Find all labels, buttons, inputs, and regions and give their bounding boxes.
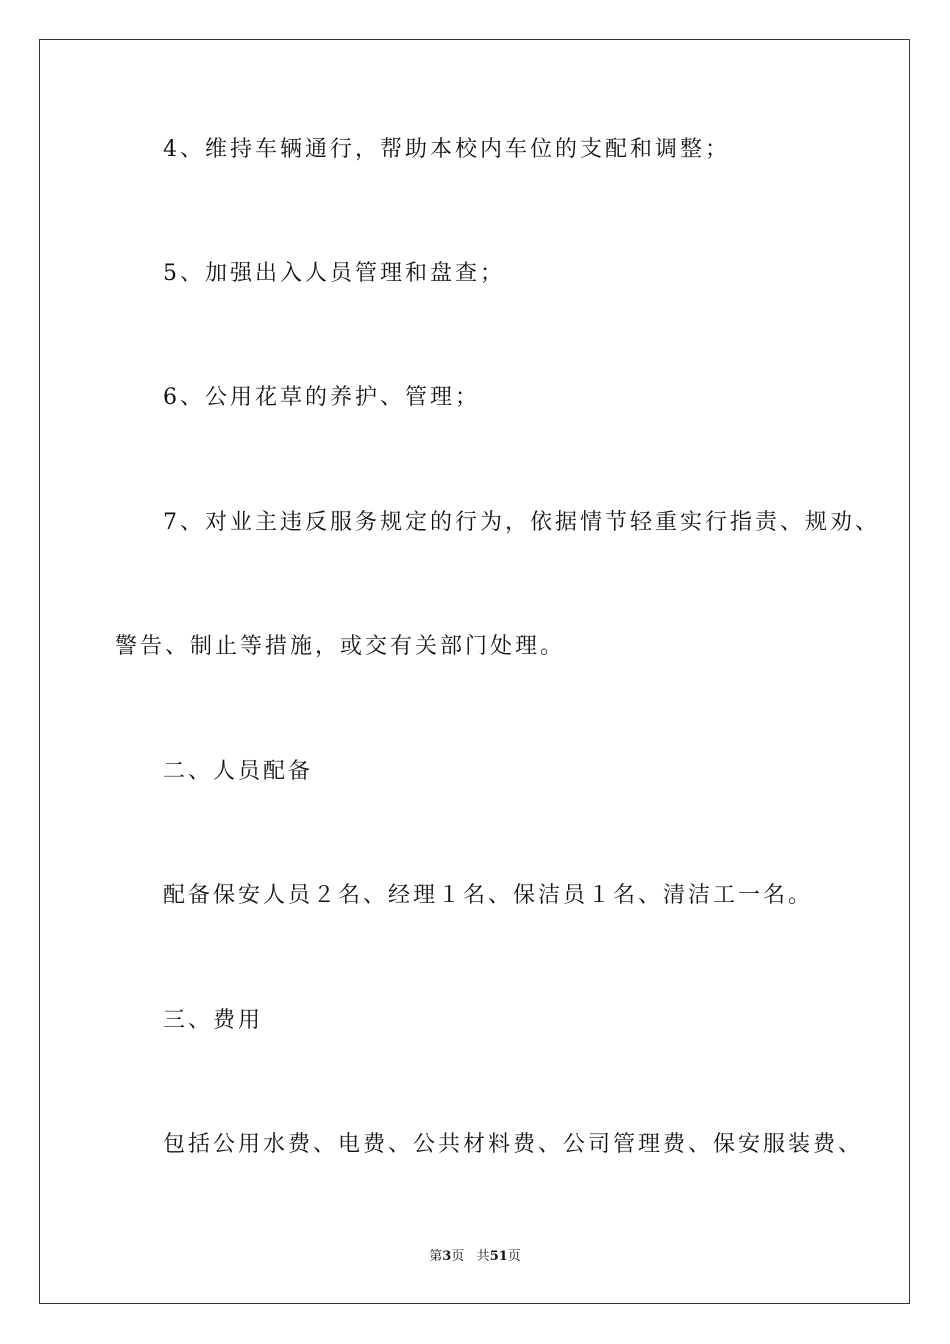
page-border — [39, 39, 910, 1304]
footer-total-pages: 51 — [489, 1249, 508, 1264]
paragraph-item-6: 6、公用花草的养护、管理； — [163, 385, 480, 410]
page-footer — [0, 1248, 950, 1266]
section-heading-staffing: 二、人员配备 — [163, 759, 314, 784]
footer-total-prefix: 共 — [476, 1249, 490, 1264]
paragraph-staffing: 配备保安人员２名、经理１名、保洁员１名、清洁工一名。 — [163, 883, 814, 908]
footer-total-suffix: 页 — [507, 1249, 521, 1264]
paragraph-costs: 包括公用水费、电费、公共材料费、公司管理费、保安服装费、 — [163, 1132, 864, 1157]
footer-page-suffix: 页 — [451, 1249, 465, 1264]
paragraph-item-5: 5、加强出入人员管理和盘查； — [163, 261, 505, 286]
paragraph-item-7: 7、对业主违反服务规定的行为，依据情节轻重实行指责、规劝、 — [163, 510, 880, 535]
footer-page-prefix: 第 — [429, 1249, 443, 1264]
paragraph-item-4: 4、维持车辆通行，帮助本校内车位的支配和调整； — [163, 137, 730, 162]
footer-page-number: 3 — [442, 1249, 452, 1264]
paragraph-item-7-continued: 警告、制止等措施，或交有关部门处理。 — [115, 634, 566, 659]
section-heading-costs: 三、费用 — [163, 1008, 264, 1033]
